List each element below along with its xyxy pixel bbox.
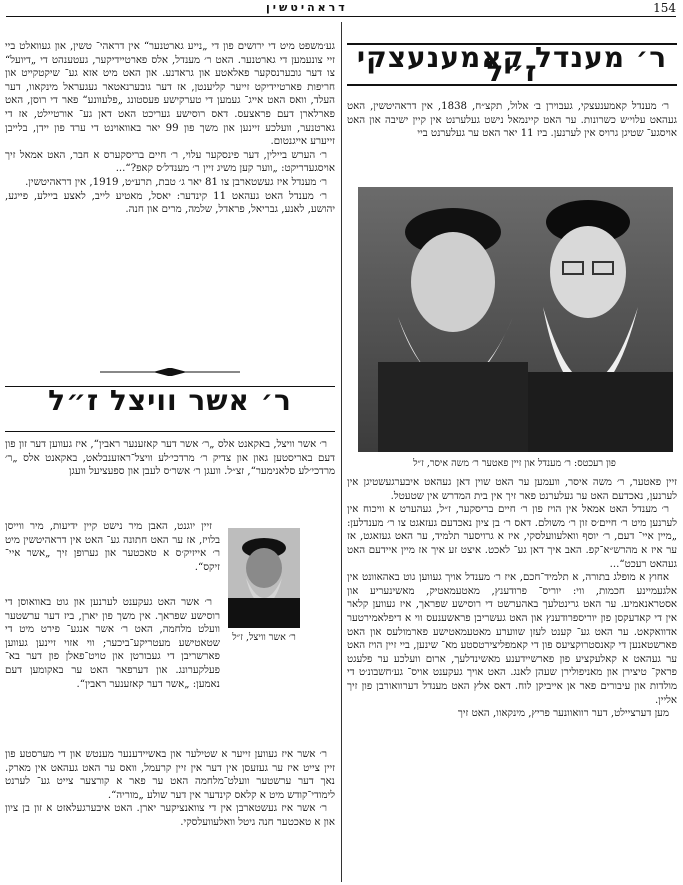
asher-paragraph-3: ר׳ אשר האט געקענט לערנען און גוט באוואוסן די רוסישע שפראך. אין משך פון יארן, ביז דער ערשטער וועלט מלחמה, האט ר׳ אשר אנגע־ פירט מיט די שטאטישע מעטריקע־ביכער; ווי אזוי זיינען געווען פארשריבן די געבורטן און טויט־פאלן פון דער בא־ פעלקערונג. און דערפאר האט ער באקומען דעם נאמען: „אשר דער קאזענער ראבין“. [5, 597, 220, 690]
left-continuation [5, 40, 335, 217]
mendel-paragraph-c: ר׳ מענדל איז געשטארבן צו 81 יאר ג׳ טבת, תרע״ט, 1919, אין דראהיטשין. [25, 176, 327, 188]
page-number: 154 [653, 1, 676, 15]
mendel-paragraph-2: זיין פאטער, ר׳ משה איסר, וועמען ער האט שוין דאן געהאט איבערגעשטיגן אין לערנען, נאכדעם האט ער געלערנט פאר זיך אין בית המדרש אין שטעטל. [347, 477, 677, 502]
section2-rule-bottom [5, 431, 335, 432]
mendel-paragraph-b: ר׳ הערש ביילין, דער פינסקער עלוי, ר׳ חיים בריסקערס א חבר, האט אמאל זיך אויסגעדריקט: „ווער קען משיג זיין ר׳ מענדל׳ס קאפ?“... [5, 149, 335, 175]
running-title: דראהיטשין [266, 1, 348, 14]
page-header [6, 2, 676, 17]
mendel-photo [358, 187, 673, 452]
portrait-caption: ר׳ אשר וויצל, ז״ל [232, 632, 296, 643]
mendel-paragraph-4: אחוץ א מופלג בתורה, א תלמיד־חכם, איז ר׳ מענדל אויך געווען גוט באהאוונט אין אלגעמיינע חכמות, ווי: יוריס־ פרודענץ, מאטעמאטיק, מאשינעריע און אסטראנאמיע. ער האט גרינטלעך באהערשט די רוסישע שפראך, איז געווען קלאר אין די קאדעקסן פון יוריספרודענץ און האט געשריבן פראשענעס ווי א דיפלאמירטער אדוואקאט. ער האט גע־ קענט לעזן שווערע מאטעמאטישע פארמולעס און האט פארשטאנען די קאנסטרוקציעס פון די קאמפליצירטסטע מא־ שינען, ביי זיין הויז האט ער געהאט א קאלעקציע פון פארשיידענע מאשינדלעך, ארום וועלכע ער פלעגט פראק־ טיצירן און מאניפולירן שעהן לאנג. האט אויך געקענט אויס־ גע׳חשבונ׳ט די מולדות און עיבורים פאר אן אייביקן לוח. דאס אלץ האט מענדל דערוואורבן פון זיך אליין. [347, 572, 677, 706]
asher-paragraph-1: ר׳ אשר וויצל, באקאנט אלס „ר׳ אשר דער קאזענער ראבין“, איז געווען דער זון פון דעם באריסטען גאון און צדיק ר׳ מרדכי׳לע וויצל־ראזענבלאט, באקאנט אלס „ר׳ מרדכי׳לע סלאנימער“, זצ״ל. וועגן ר׳ אשר׳ס לעבן און ספעציעל וועגן [5, 439, 335, 478]
asher-intro [5, 438, 335, 479]
column-divider [341, 22, 342, 882]
section-ornament [100, 368, 240, 376]
right-intro [347, 100, 677, 141]
asher-body [5, 748, 335, 830]
mendel-paragraph-d: ר׳ מענדל האט געהאט 11 קינדער: יאסל, מאטיע לייב, לאצע ביילע, פייגע, יהושע, לאנע, גבריאל, פראדל, שלמה, מרים און חנה. [5, 190, 335, 216]
mendel-continuation: גע׳משפט מיט די ירושים פון די „נייע גארטנער“ אין דראהי־ טשין, און געוואלט ביי זיי צונעמען די גארטנער. האט ר׳ מענדל, אלס פארטיידיקער, געטענהט די „דיועל“ צו דער גובערנסקער פאלאטע און גראדנע. און האט מיט אזא גע־ שיקטקייט און חריפות פארטיידיקט זייער קליענטן, אז דער גובערנאטאר געגעראל מינקאוו, דער העלד, וואס האט אייג־ געמען די טערקישע פעסטונג „פלעוונע“ פאר די רוסן, האט פארלארן דעם פראצעס. דאס רוסישע געריכט האט דאן גע־ אורטיילט, אז די גארטנער, וועלכע זיינען און משך פון 99 יאר באוואוינט די ערד פון יידן, בלייבן זייערע אייגנטום. [5, 41, 335, 148]
article-title-mendel: ר׳ מענדל קאמענעצקי ז״ל [356, 41, 668, 88]
right-title-block [347, 40, 677, 89]
asher-beside-portrait-2 [5, 596, 220, 691]
asher-paragraph-5: ר׳ אשר איז געשטארבן אין די צוואנציקער יארן. האט איבערגעלאזט א זון בן ציון און א טאכטער חנה גיטל וואלעוועלסקי. [5, 803, 335, 828]
asher-beside-portrait [5, 520, 220, 574]
article-title-asher: ר׳ אשר וויצל ז״ל [48, 384, 292, 417]
mendel-paragraph-3: ר׳ מענדל האט אמאל אין הויז פון ר׳ חיים בריסקער, ז״ל, געהערט א וויכוח אין לערנען מיט ר׳ חיים׳ס זון ר׳ משולם. דאס ר׳ בן ציון נאכדעם געזאגט צו ר׳ מענדלען: „מיין איי־ דעם, ר׳ יוסף וואלעוועלסקי, איז א גרויסער תלמיד, ער האט געזאגט, אז ער איז א מהרש״א־קפ. האב איך דאן גע־ לאכט. איצט זע איך אז מיין איידעם האט געהאט רעכט“... [347, 504, 677, 570]
asher-paragraph-4: ר׳ אשר איז געווען זייער א שטילער און באשיידענער מענטש און די מערסטע פון זיין צייט איז ער געזעסן אין דער אין זיין קרעמל, וואס ער האט געהאט אין מארק. נאך דער ערשטער וועלט־מלחמה האט ער פאר א קורצער צייט גע־ לערנט לימודי־קודש מיט א קלאס קינדער אין דער שולע „מוריה“. [5, 749, 335, 801]
photo-caption: פון רעכטס: ר׳ מענדל און זיין פאטער ר׳ משה איסר, ז״ל [413, 458, 616, 469]
mendel-paragraph-1: ר׳ מענדל קאמענעצקי, געבוירן ב׳ אלול, תקצ״ח, 1838, אין דראהיטשין, האט געהאט עלוי׳ש כשרונות. ער האט קיינמאל נישט געלערנט אין קיין ישיבה און האט אויסגע־ שטיגן גרויס אין לערנען. ביז 11 יאר האט ער געלערנט ביי [347, 101, 677, 140]
asher-paragraph-2: זיין יוגנט, האבן מיר נישט קיין ידיעות, מיר ווייסן בלויז, אז ער האט חתונה גע־ האט אין דראהיטשין מיט ר׳ אייזיק׳ס א טאכטער און גערופן זיך „אשר איי־ זיקס“. [5, 521, 220, 573]
mendel-paragraph-5: מען דערציילט, דער רוואוונער פריץ, מינקאוו, האט זיך [457, 708, 669, 720]
asher-portrait [228, 528, 300, 628]
section2-title-block [5, 384, 335, 417]
right-body [347, 476, 677, 721]
